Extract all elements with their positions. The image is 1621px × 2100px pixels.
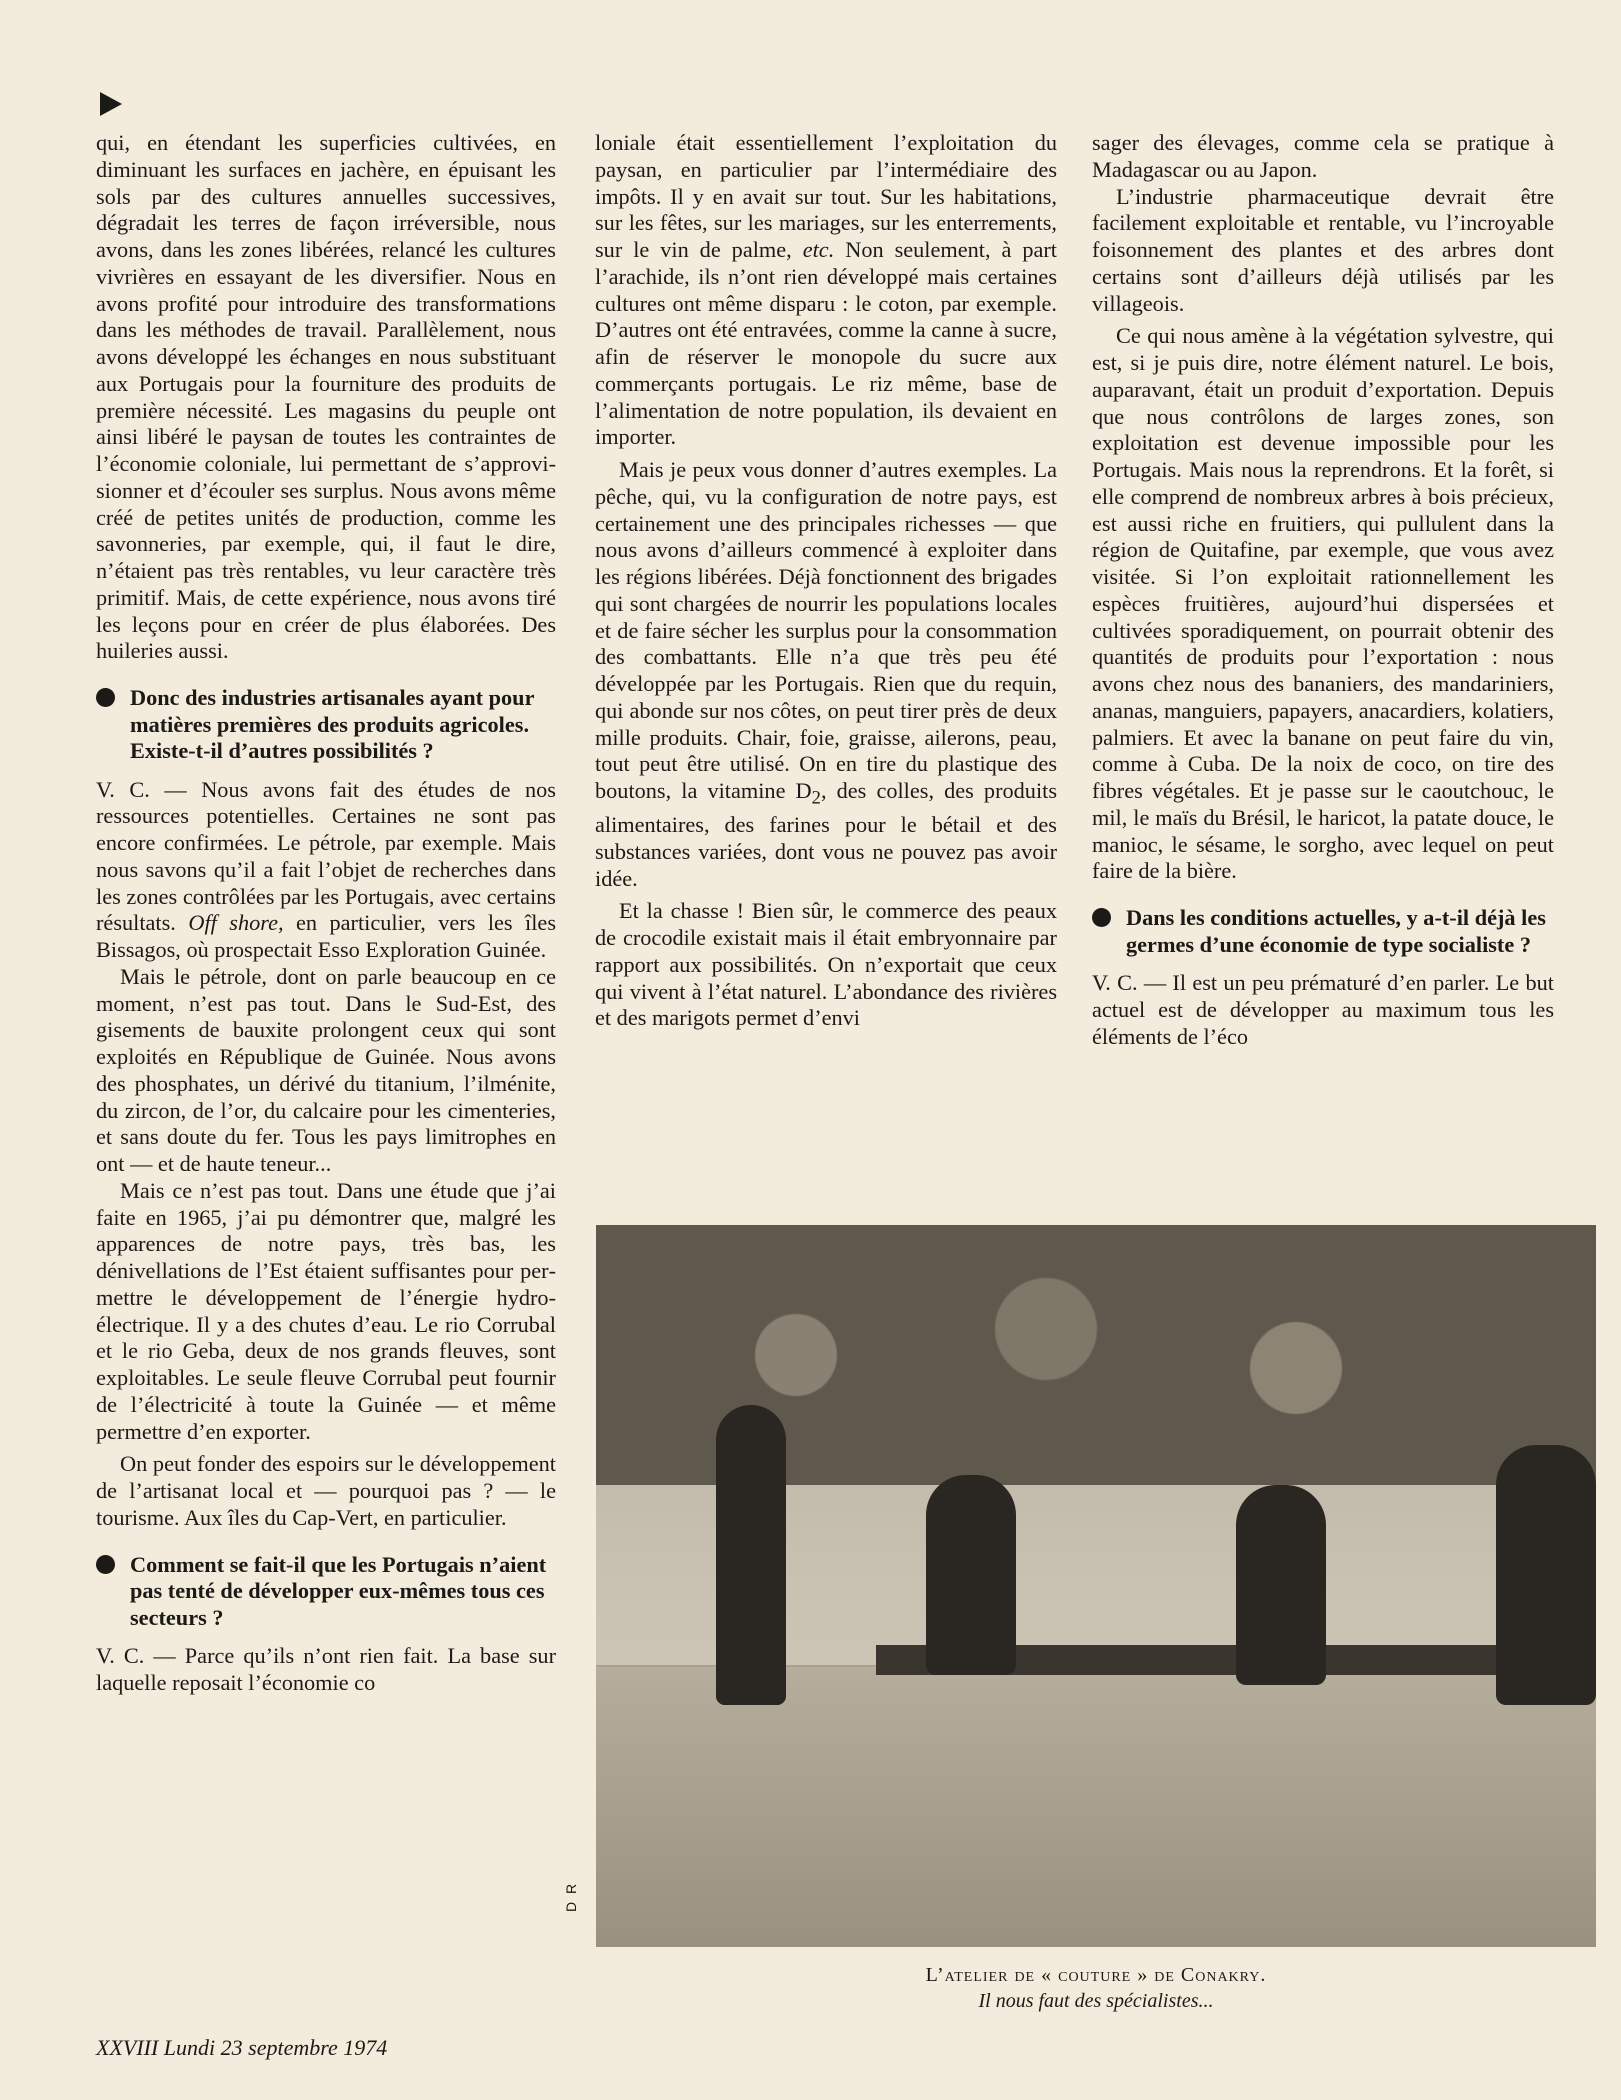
answer-paragraph: V. C. — Parce qu’ils n’ont rien fait. La base sur laquelle reposait l’économie co: [96, 1643, 556, 1695]
caption-subtitle: Il nous faut des spécialistes...: [978, 1990, 1214, 2012]
column-3: [1092, 130, 1554, 1050]
bullet-icon: [1092, 908, 1111, 927]
paragraph: [595, 457, 1057, 892]
paragraph: Ce qui nous amène à la végétation sylvestre, qui est, si je puis dire, notre élément naturel. Le bois, auparavant, était un produit d’exportation. Depuis que nous contrôlons de larges zones, son exploitation est devenue impossible pour les Portugais. Mais nous la reprendrons. Et la forêt, si elle comprend de nombreux arbres à bois précieux, est aussi riche en fruitiers, qui pullulent dans la région de Quitafine, par exemple, que vous avez visitée. Si l’on exploitait rationnellement les espèces fruitières, aujourd’hui dispersées et cultivées sporadiquement, on pourrait obtenir des quantités de produits pour l’exportation : nous avons chez nous des bananiers, des mandariniers, ananas, manguiers, papayers, anacardiers, kolatiers, palmiers. Et avec la banane on peut faire du vin, comme à Cuba. De la noix de coco, on tire des fibres végétales. Et je passe sur le caoutchouc, le mil, le maïs du Brésil, le haricot, la patate douce, le manioc, le sésame, le sorgho, avec lequel on peut faire de la bière.: [1092, 323, 1554, 884]
photo-person: [716, 1405, 786, 1705]
photo-person: [926, 1475, 1016, 1675]
answer-paragraph: V. C. — Il est un peu prématuré d’en parler. Le but actuel est de développer au maximum tous les éléments de l’éco: [1092, 970, 1554, 1049]
interview-question: [96, 685, 556, 765]
workshop-photo: [596, 1225, 1596, 1947]
caption-title: L’atelier de « couture » de Conakry.: [925, 1964, 1267, 1986]
answer-text: V. C. — Nous avons fait des études de nos ressources potentielles. Certaines ne sont pas encore confirmées. Le pétrole, par exemple. Mais nous savons qu’il a fait l’objet de recherches dans les zones contrôlées par les Portugais, avec certains résultats.: [96, 776, 556, 936]
photo-floor-area: [596, 1667, 1596, 1947]
paragraph: sager des élevages, comme cela se pratique à Madagascar ou au Japon.: [1092, 130, 1554, 182]
bullet-icon: [96, 688, 115, 707]
photo-caption: [596, 1962, 1596, 2014]
bullet-icon: [96, 1555, 115, 1574]
photo-credit: D R: [563, 1881, 579, 1912]
answer-paragraph: [96, 777, 556, 964]
photo-person: [1496, 1445, 1596, 1705]
interview-question: [96, 1552, 556, 1632]
paragraph-text: Mais je peux vous donner d’autres exemples. La pêche, qui, vu la configuration de notre pays, est certainement une des principales richesses — que nous avons d’ailleurs commencé à exploiter dans les régions libérées. Déjà fonctionnent des brigades qui sont chargées de nourrir les populations locales et de faire sécher les surplus pour la consommation des combattants. Elle n’a que très peu été développée par les Portugais. Rien que du requin, qui abonde sur nos côtes, on peut tirer près de deux mille produits. Chair, foie, graisse, ailerons, peau, tout peut être utilisé. On en tire du plastique des boutons, la vitamine D: [595, 457, 1057, 803]
answer-text-end: en particulier, vers les îles Bissagos, où prospectait Esso Exploration Guinée.: [96, 910, 557, 962]
paragraph: L’industrie pharmaceutique devrait être facilement exploitable et rentable, vu l’incroyable foisonnement des plantes et des arbres dont certains sont d’ailleurs déjà utilisés par les villageois.: [1092, 183, 1554, 316]
paragraph-text-end: Non seulement, à part l’arachide, ils n’ont rien développé mais certaines cultures ont même disparu : le coton, par exemple. D’autres ont été entravées, comme la canne à sucre, afin de réserver le monopole du sucre aux commerçants portugais. Le riz même, base de l’alimentation de notre population, ils devaient en importer.: [595, 237, 1058, 450]
paragraph: qui, en étendant les superficies cultivées, en diminuant les surfaces en jachère, en épuisant les sols par des cultures annuelles successives, dégradait les terres de façon irréversible, nous avons, dans les zones libérées, relancé les cultures vivrières en essayant de les diversifier. Nous en avons profité pour introduire des transformations dans les méthodes de travail. Parallèlement, nous avons développé les échanges en nous substituant aux Portugais pour la fourniture des produits de première nécessité. Les magasins du peuple ont ainsi libéré le paysan de toutes les contraintes de l’économie coloniale, lui permettant de s’approvisionner et d’écouler ses surplus. Nous avons même créé de petites unités de production, comme les savonneries, par exemple, qui, il faut le dire, n’étaient pas très rentables, vu leur caractère très primitif. Mais, de cette expérience, nous avons tiré les leçons pour en créer de plus élaborées. Des huileries aussi.: [96, 130, 556, 664]
interview-question: [1092, 905, 1554, 958]
paragraph: Mais le pétrole, dont on parle beaucoup en ce moment, n’est pas tout. Dans le Sud-Est, des gisements de bauxite prolongent ceux qui sont exploités en République de Guinée. Nous avons des phosphates, un dérivé du titanium, l’ilménite, du zircon, de l’or, du calcaire pour les cimenteries, et sans doute du fer. Tous les pays limitrophes en ont — et de haute teneur...: [96, 963, 556, 1176]
question-text: Donc des industries artisanales ayant pour matières premières des produits agricoles. Existe-t-il d’autres possibilités ?: [130, 685, 535, 763]
column-1: [96, 130, 556, 1697]
subscript-text: 2: [811, 787, 821, 809]
paragraph: [595, 130, 1057, 451]
paragraph: Mais ce n’est pas tout. Dans une étude que j’ai faite en 1965, j’ai pu démontrer que, malgré les apparences de notre pays, très bas, les dénivellations de l’Est étaient suffisantes pour permettre le développement de l’énergie hydro-électrique. Il y a des chutes d’eau. Le rio Corrubal et le rio Geba, deux de nos grands fleuves, sont exploitables. Le seule fleuve Corrubal peut fournir de l’électricité à toute la Guinée — et même permettre d’en exporter.: [96, 1177, 556, 1444]
continuation-arrow-icon: [100, 92, 122, 116]
answer-italic-text: Off shore,: [188, 910, 284, 936]
italic-text: etc.: [802, 237, 835, 262]
question-text: Comment se fait-il que les Portugais n’aient pas tenté de développer eux-mêmes tous ces secteurs ?: [130, 1551, 547, 1630]
paragraph: On peut fonder des espoirs sur le développement de l’artisanat local et — pourquoi pas ? — le tourisme. Aux îles du Cap-Vert, en particulier.: [96, 1451, 556, 1530]
photo-person: [1236, 1485, 1326, 1685]
paragraph-text: loniale était essentiellement l’exploitation du paysan, en particulier par l’intermédiaire des impôts. Il y en avait sur tout. Sur les habitations, sur les fêtes, sur les mariages, sur les enterrements, sur le vin de palme,: [595, 130, 1057, 262]
column-2: [595, 130, 1057, 1032]
paragraph: Et la chasse ! Bien sûr, le commerce des peaux de crocodile existait mais il était embryonnaire par rapport aux possibilités. On n’exportait que ceux qui vivent à l’état naturel. L’abondance des rivières et des marigots permet d’envi: [595, 898, 1057, 1031]
question-text: Dans les conditions actuelles, y a-t-il déjà les germes d’une économie de type socialiste ?: [1126, 905, 1546, 957]
page-footer: XXVIII Lundi 23 septembre 1974: [96, 2035, 388, 2060]
paragraph-text-end: , des colles, des produits alimentaires, des farines pour le bétail et des substances variées, dont vous ne pouvez pas avoir idée.: [595, 778, 1058, 891]
